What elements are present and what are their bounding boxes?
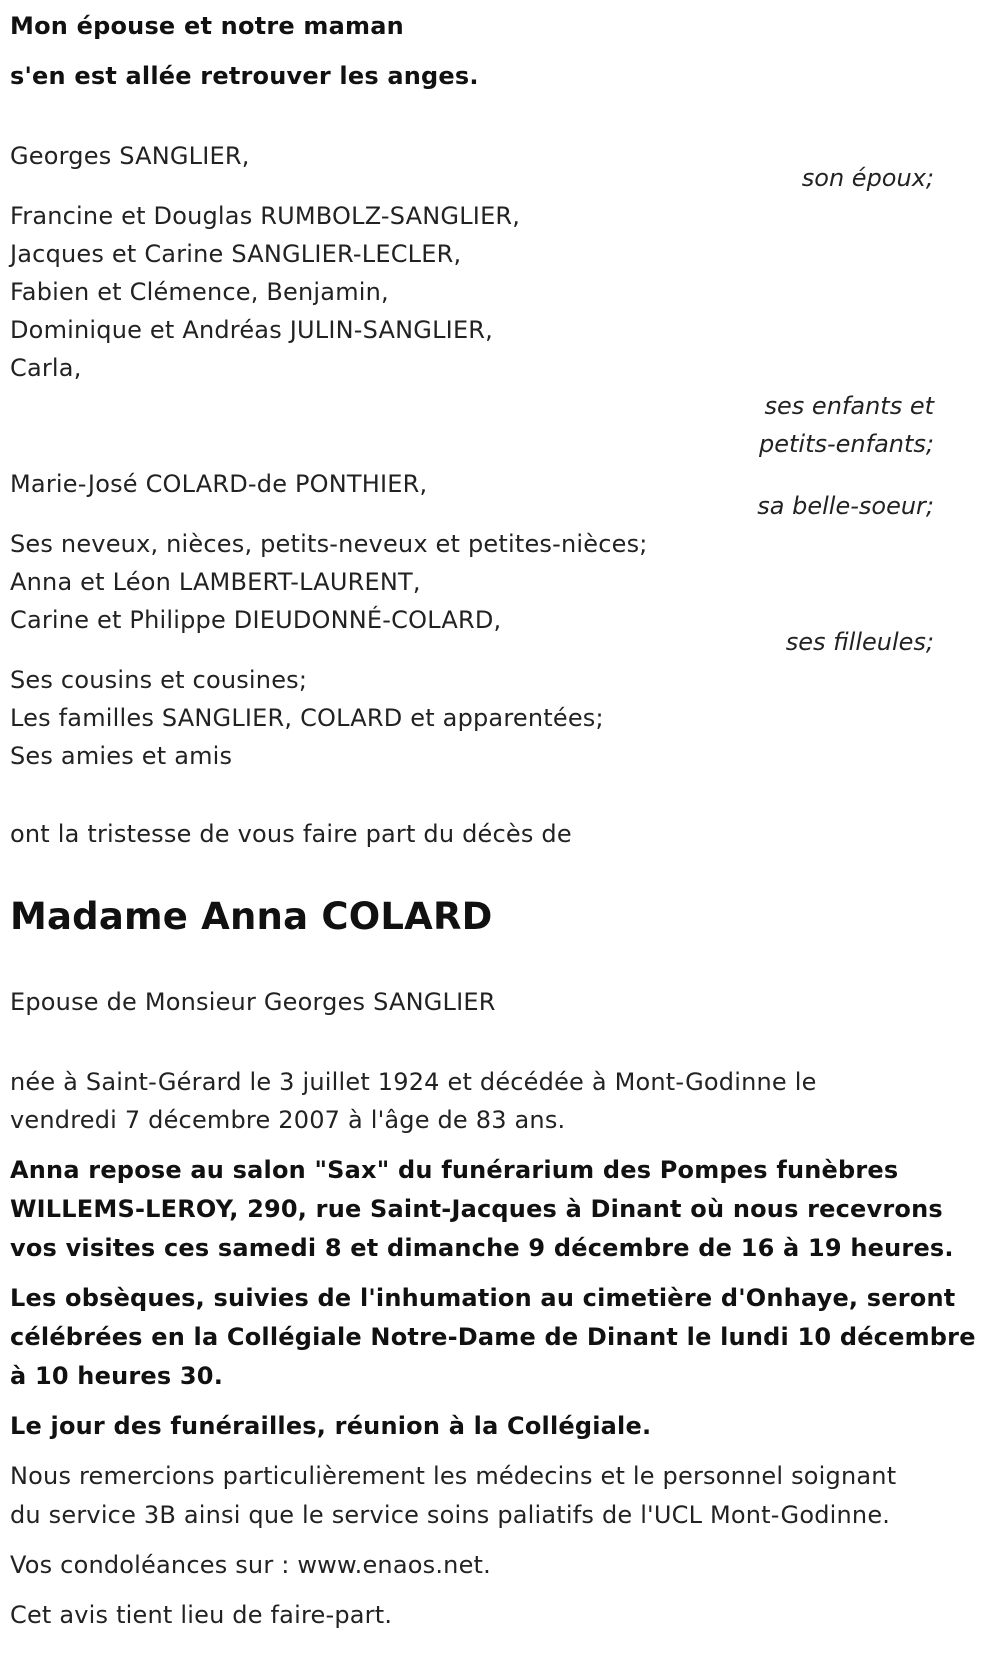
birth-death-line: née à Saint-Gérard le 3 juillet 1924 et décédée à Mont-Godinne le	[10, 1068, 817, 1096]
others-line: Ses amies et amis	[10, 742, 233, 770]
sister-in-law-role: sa belle-soeur;	[757, 492, 934, 520]
goddaughter-line: Carine et Philippe DIEUDONNÉ-COLARD,	[10, 606, 502, 634]
goddaughters-role: ses filleules;	[785, 628, 934, 656]
children-role-2: petits-enfants;	[759, 430, 934, 458]
meeting-line: Le jour des funérailles, réunion à la Collégiale.	[10, 1412, 652, 1440]
thanks-line: Nous remercions particulièrement les médecins et le personnel soignant	[10, 1462, 897, 1490]
funeral-line: à 10 heures 30.	[10, 1362, 224, 1390]
child-line: Fabien et Clémence, Benjamin,	[10, 278, 389, 306]
others-line: Les familles SANGLIER, COLARD et apparentées;	[10, 704, 604, 732]
others-line: Ses cousins et cousines;	[10, 666, 308, 694]
intro-line-1: Mon épouse et notre maman	[10, 12, 404, 40]
child-line: Jacques et Carine SANGLIER-LECLER,	[10, 240, 462, 268]
husband-role: son époux;	[801, 164, 934, 192]
visitation-line: WILLEMS-LEROY, 290, rue Saint-Jacques à Dinant où nous recevrons	[10, 1195, 943, 1223]
funeral-line: célébrées en la Collégiale Notre-Dame de Dinant le lundi 10 décembre	[10, 1323, 976, 1351]
intro-line-2: s'en est allée retrouver les anges.	[10, 62, 479, 90]
goddaughter-line: Anna et Léon LAMBERT-LAURENT,	[10, 568, 421, 596]
deceased-name: Madame Anna COLARD	[10, 895, 493, 938]
visitation-line: Anna repose au salon "Sax" du funérarium des Pompes funèbres	[10, 1156, 899, 1184]
sister-in-law-name: Marie-José COLARD-de PONTHIER,	[10, 470, 428, 498]
visitation-line: vos visites ces samedi 8 et dimanche 9 décembre de 16 à 19 heures.	[10, 1234, 954, 1262]
husband-name: Georges SANGLIER,	[10, 142, 250, 170]
child-line: Dominique et Andréas JULIN-SANGLIER,	[10, 316, 494, 344]
announcement-line: ont la tristesse de vous faire part du décès de	[10, 820, 572, 848]
birth-death-line: vendredi 7 décembre 2007 à l'âge de 83 ans.	[10, 1106, 566, 1134]
thanks-line: du service 3B ainsi que le service soins paliatifs de l'UCL Mont-Godinne.	[10, 1501, 891, 1529]
funeral-line: Les obsèques, suivies de l'inhumation au cimetière d'Onhaye, seront	[10, 1284, 956, 1312]
nephews-line: Ses neveux, nièces, petits-neveux et petites-nièces;	[10, 530, 648, 558]
child-line: Francine et Douglas RUMBOLZ-SANGLIER,	[10, 202, 521, 230]
condolences-line: Vos condoléances sur : www.enaos.net.	[10, 1551, 491, 1579]
spouse-line: Epouse de Monsieur Georges SANGLIER	[10, 988, 496, 1016]
children-role-1: ses enfants et	[764, 392, 934, 420]
child-line: Carla,	[10, 354, 82, 382]
closing-line: Cet avis tient lieu de faire-part.	[10, 1601, 393, 1629]
